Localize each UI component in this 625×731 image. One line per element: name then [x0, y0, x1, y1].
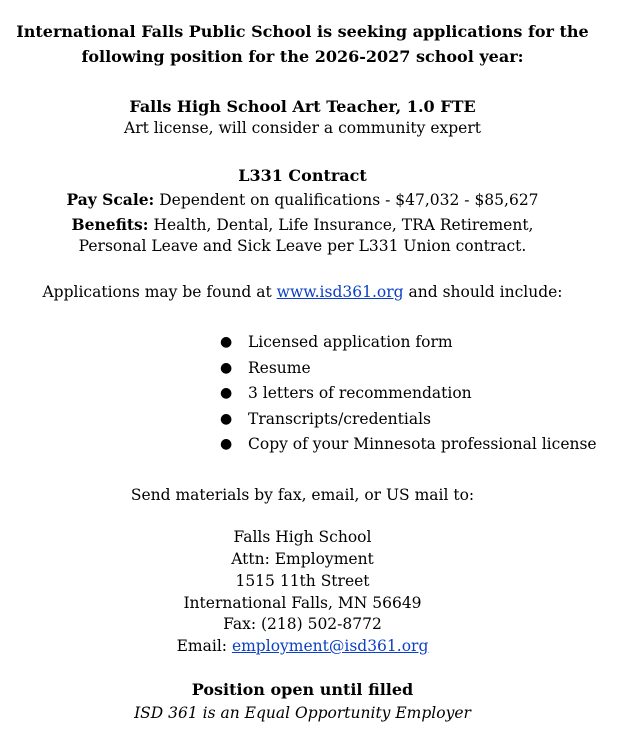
applications-prefix: Applications may be found at — [42, 283, 272, 301]
pay-scale — [0, 190, 605, 209]
bullet-icon: ● — [220, 334, 233, 350]
position-status: Position open until filled — [191, 680, 414, 699]
bullet-icon: ● — [220, 436, 233, 453]
list-item: ● Copy of your Minnesota professional license — [218, 432, 597, 458]
requirements-list — [218, 330, 597, 458]
benefits-line-2: Personal Leave and Sick Leave per L331 Union contract. — [78, 237, 527, 255]
pay-scale-value: Dependent on qualifications - $47,032 - $85,627 — [159, 191, 539, 209]
email-label: Email: — [176, 637, 227, 655]
address-street: 1515 11th Street — [235, 572, 370, 590]
bullet-icon: ● — [220, 359, 233, 376]
list-item: ● Licensed application form — [218, 330, 597, 356]
bullet-icon: ● — [220, 385, 233, 402]
position-title: Falls High School Art Teacher, 1.0 FTE — [129, 97, 476, 116]
address-email-line — [0, 637, 605, 655]
applications-suffix: and should include: — [408, 283, 563, 301]
bullet-icon: ● — [220, 410, 233, 427]
send-instruction: Send materials by fax, email, or US mail to: — [130, 486, 475, 504]
list-item: ● Transcripts/credentials — [218, 407, 597, 433]
header-line-1: International Falls Public School is seeking applications for the — [16, 22, 589, 41]
address-city: International Falls, MN 56649 — [183, 594, 422, 612]
website-link[interactable]: www.isd361.org — [276, 283, 404, 301]
header-line-2: following position for the 2026-2027 school year: — [81, 47, 524, 66]
address-school: Falls High School — [233, 528, 372, 546]
benefits — [0, 215, 605, 234]
list-item: ● Resume — [218, 356, 597, 382]
position-requirement: Art license, will consider a community expert — [124, 119, 481, 137]
address-attn: Attn: Employment — [231, 550, 374, 568]
email-link[interactable]: employment@isd361.org — [231, 637, 429, 655]
list-item: ● 3 letters of recommendation — [218, 381, 597, 407]
address-fax: Fax: (218) 502-8772 — [223, 615, 382, 633]
eoe-statement: ISD 361 is an Equal Opportunity Employer — [134, 704, 471, 722]
benefits-line-1: Health, Dental, Life Insurance, TRA Retirement, — [153, 216, 534, 234]
applications-line — [0, 283, 605, 301]
pay-scale-label: Pay Scale: — [66, 190, 155, 209]
benefits-label: Benefits: — [71, 215, 149, 234]
contract-name: L331 Contract — [238, 166, 367, 185]
